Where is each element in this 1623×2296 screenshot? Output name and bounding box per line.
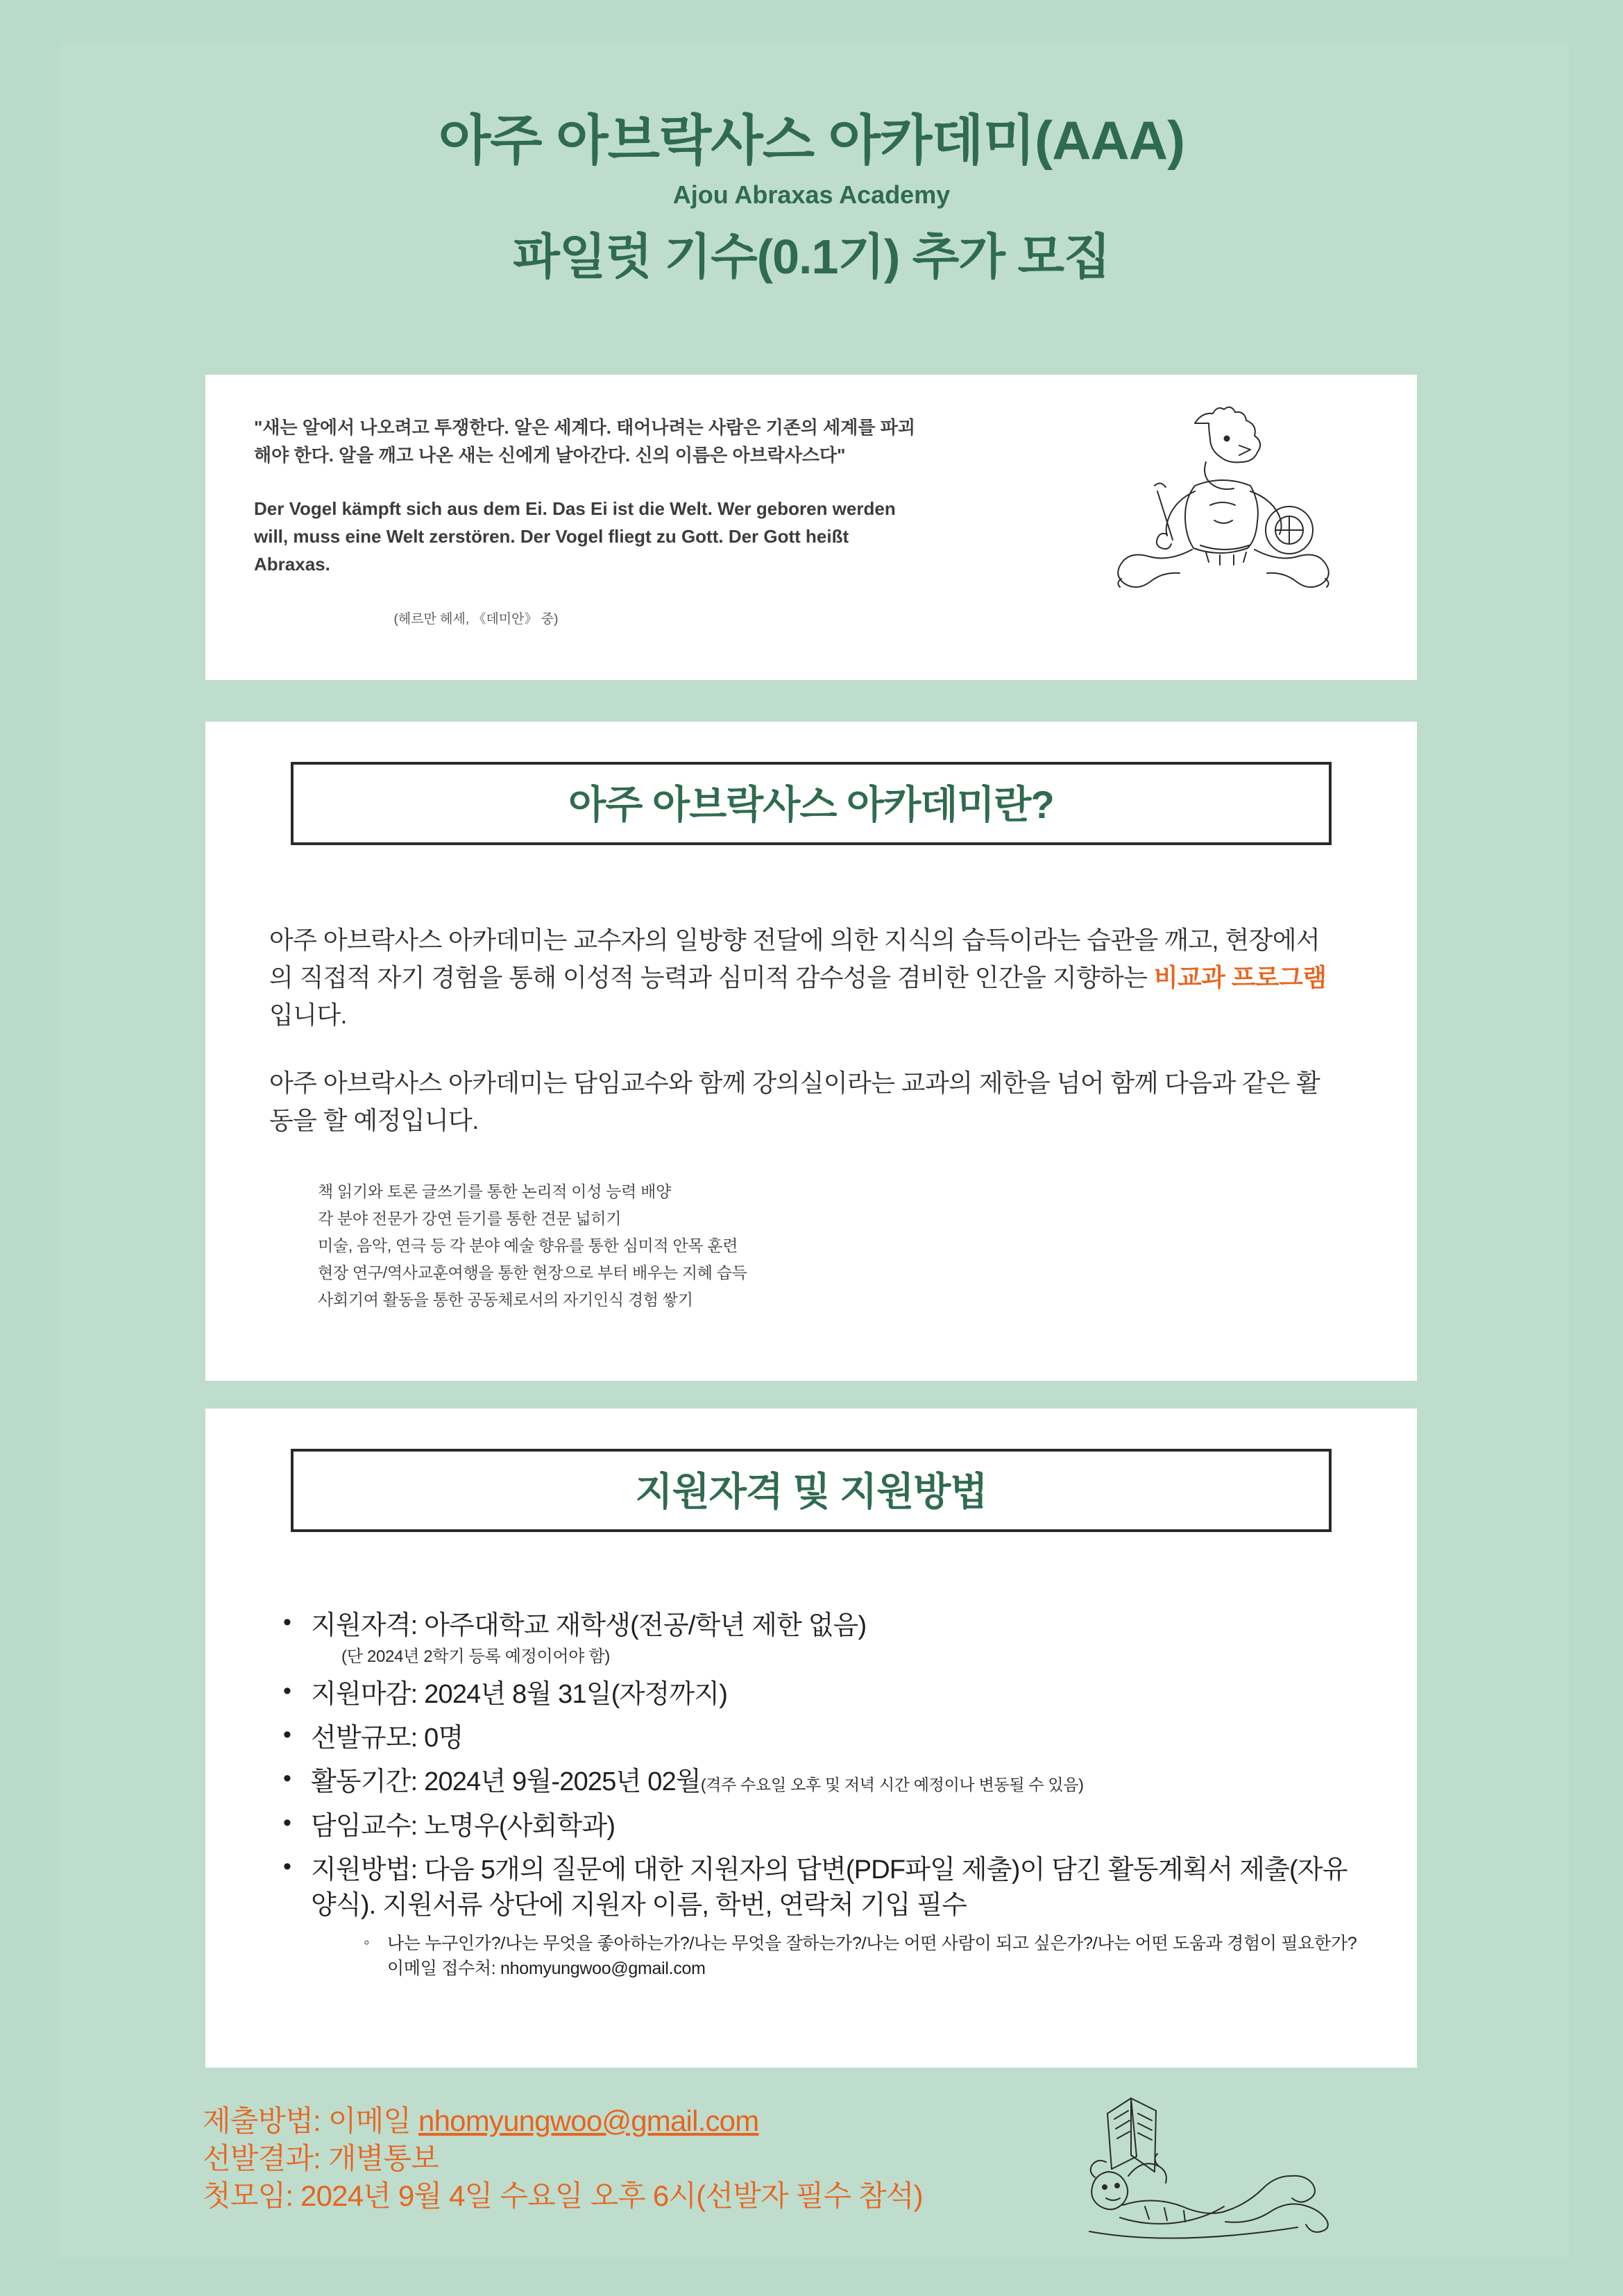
about-heading-box xyxy=(291,762,1332,845)
footer-email-link[interactable]: nhomyungwoo@gmail.com xyxy=(418,2104,759,2137)
apply-section-card xyxy=(205,1409,1417,2068)
list-item xyxy=(275,1853,1357,1981)
poster-header xyxy=(0,111,1623,288)
apply-item-note: (단 2024년 2학기 등록 예정이어야 함) xyxy=(341,1647,611,1667)
list-item xyxy=(275,1809,1357,1844)
list-item: 현장 연구/역사교훈여행을 통한 현장으로 부터 배우는 지혜 습득 xyxy=(318,1264,747,1282)
about-paragraph-1-part2: 입니다. xyxy=(269,1001,347,1029)
abraxas-illustration xyxy=(1091,402,1354,631)
list-item xyxy=(275,1608,1357,1669)
apply-item-text: 지원마감: 2024년 8월 31일(자정까지) xyxy=(311,1679,728,1709)
list-item: 각 분야 전문가 강연 듣기를 통한 견문 넓히기 xyxy=(318,1209,622,1228)
apply-item-text: 지원자격: 아주대학교 재학생(전공/학년 제한 없음) xyxy=(311,1611,867,1640)
about-heading: 아주 아브락사스 아카데미란? xyxy=(568,783,1054,826)
footer-submission-line xyxy=(203,2102,1105,2140)
quote-source: (헤르만 헤세, 《데미안》 중) xyxy=(393,612,559,627)
about-paragraph-2: 아주 아브락사스 아카데미는 담임교수와 함께 강의실이라는 교과의 제한을 넘어 함께 다음과 같은 활동을 할 예정입니다. xyxy=(269,1069,1320,1134)
footer-result-line: 선발결과: 개별통보 xyxy=(203,2141,439,2175)
reclining-reader-illustration xyxy=(1041,2089,1367,2269)
apply-requirement-list xyxy=(275,1608,1357,1981)
about-body xyxy=(269,921,1338,1313)
apply-item-text: 활동기간: 2024년 9월-2025년 02월 xyxy=(311,1767,701,1797)
list-item: 책 읽기와 토론 글쓰기를 통한 논리적 이성 능력 배양 xyxy=(318,1182,671,1200)
list-item: 미술, 음악, 연극 등 각 분야 예술 향유를 통한 심미적 안목 훈련 xyxy=(318,1236,738,1255)
list-item xyxy=(275,1721,1357,1756)
apply-item-text: 선발규모: 0명 xyxy=(311,1724,464,1753)
footer-info xyxy=(203,2102,1105,2214)
footer-submission-label: 제출방법: 이메일 xyxy=(203,2104,419,2137)
apply-item-questions: ◦ 나는 누구인가?/나는 무엇을 좋아하는가?/나는 무엇을 잘하는가?/나는 어떤 사람이 되고 싶은가?/나는 어떤 도움과 경험이 필요한가? 이메일 접수처: nhomyungwoo@gmail.com xyxy=(364,1931,1366,1982)
about-activity-list xyxy=(318,1178,1338,1313)
apply-item-text: 지원방법: 다음 5개의 질문에 대한 지원자의 답변(PDF파일 제출)이 담긴 활동계획서 제출(자유양식). 지원서류 상단에 지원자 이름, 학번, 연락처 기입 필수 xyxy=(311,1855,1348,1921)
list-item xyxy=(275,1677,1357,1712)
page-subtitle: 파일럿 기수(0.1기) 추가 모집 xyxy=(513,229,1110,284)
apply-heading-box xyxy=(291,1449,1332,1532)
about-paragraph-1 xyxy=(269,921,1338,1034)
quote-korean: "새는 알에서 나오려고 투쟁한다. 알은 세계다. 태어나려는 사람은 기존의 세계를 파괴해야 한다. 알을 깨고 나온 새는 신에게 날아간다. 신의 이름은 아브락사스다" xyxy=(254,417,915,466)
about-highlight: 비교과 프로그램 xyxy=(1153,963,1327,992)
list-item xyxy=(275,1764,1357,1800)
apply-body xyxy=(275,1608,1357,1981)
apply-item-text: 담임교수: 노명우(사회학과) xyxy=(311,1811,615,1841)
footer-first-meeting-line: 첫모임: 2024년 9월 4일 수요일 오후 6시(선발자 필수 참석) xyxy=(203,2179,923,2212)
apply-heading: 지원자격 및 지원방법 xyxy=(635,1470,987,1513)
apply-item-inline-note: (격주 수요일 오후 및 저녁 시간 예정이나 변동될 수 있음) xyxy=(700,1776,1084,1794)
page-title: 아주 아브락사스 아카데미(AAA) xyxy=(438,110,1185,171)
quote-german: Der Vogel kämpft sich aus dem Ei. Das Ei ist die Welt. Wer geboren werden will, muss eine Welt zerstören. Der Vogel fliegt zu Gott. Der Gott heißt Abraxas. xyxy=(254,498,896,575)
page-title-english: Ajou Abraxas Academy xyxy=(672,180,951,209)
list-item: 사회기여 활동을 통한 공동체로서의 자기인식 경험 쌓기 xyxy=(318,1291,693,1309)
about-paragraph-1-part1: 아주 아브락사스 아카데미는 교수자의 일방향 전달에 의한 지식의 습득이라는 습관을 깨고, 현장에서의 직접적 자기 경험을 통해 이성적 능력과 심미적 감수성을 겸비한 인간을 지향하는 xyxy=(269,926,1320,992)
quote-card xyxy=(205,375,1417,680)
about-section-card xyxy=(205,722,1417,1381)
